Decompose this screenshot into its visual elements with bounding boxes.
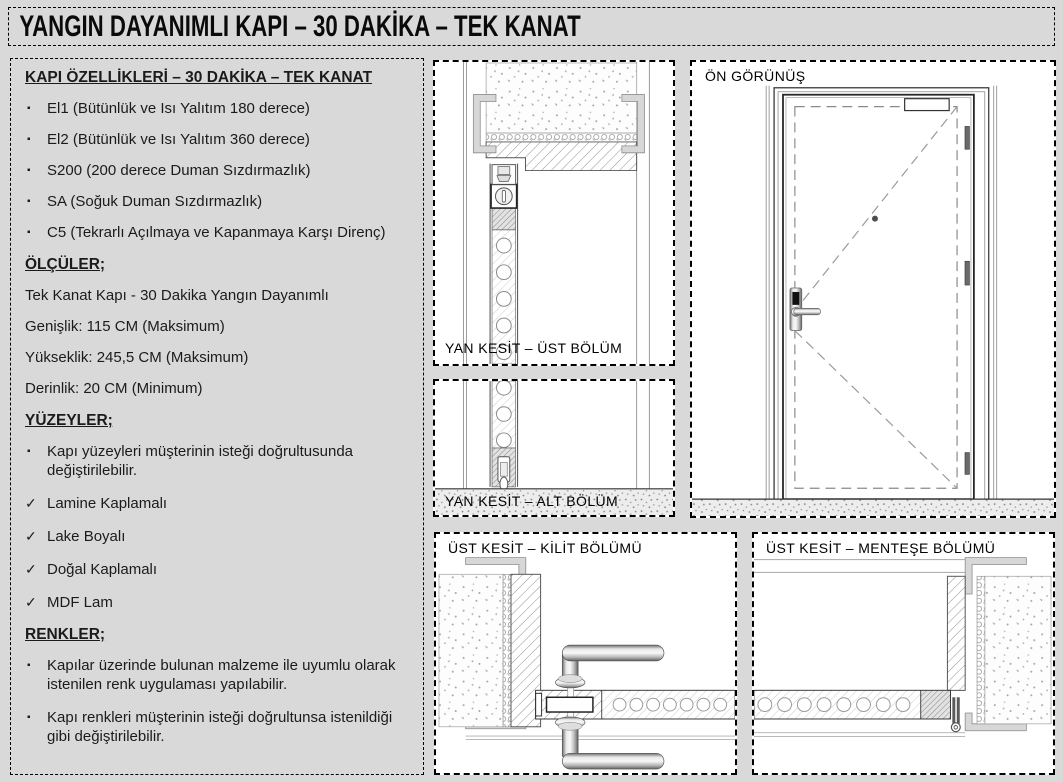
lever-handle-outside-icon [555, 645, 664, 688]
feature-item [25, 223, 409, 242]
feature-text: SA (Soğuk Duman Sızdırmazlık) [47, 193, 263, 210]
spec-heading-dimensions: ÖLÇÜLER; [25, 256, 106, 273]
concrete-wall [439, 574, 503, 726]
surface-option [25, 560, 409, 579]
dimension-line: Tek Kanat Kapı - 30 Dakika Yangın Dayanımlı [25, 287, 329, 304]
surface-option [25, 527, 409, 546]
core-holes [496, 381, 511, 448]
square-bullet-icon: ▪ [27, 134, 31, 145]
color-note [25, 708, 409, 746]
plan-section-lock-drawing [436, 534, 735, 773]
lock-body [547, 697, 593, 712]
feature-item [25, 192, 409, 211]
dimension-line: Derinlik: 20 CM (Minimum) [25, 380, 203, 397]
mortar-strip [977, 576, 985, 724]
square-bullet-icon: ▪ [27, 446, 31, 457]
wall-face-lines-top [754, 560, 965, 573]
feature-text: C5 (Tekrarlı Açılmaya ve Kapanmaya Karşı Direnç) [47, 224, 386, 241]
leaf-rail-block [492, 208, 516, 230]
surface-note-text: Kapı yüzeyleri müşterinin isteği doğrultusunda değiştirilebilir. [47, 443, 353, 479]
feature-item [25, 130, 409, 149]
page-title: YANGIN DAYANIMLI KAPI – 30 DAKİKA – TEK KANAT [19, 9, 581, 43]
feature-text: S200 (200 derece Duman Sızdırmazlık) [47, 162, 311, 179]
feature-text: El2 (Bütünlük ve Isı Yalıtım 360 derece) [47, 131, 310, 148]
door-leaf [783, 95, 974, 499]
spec-heading-surfaces: YÜZEYLER; [25, 412, 113, 429]
surface-option-text: Lamine Kaplamalı [47, 495, 168, 512]
dimension-line: Yükseklik: 245,5 CM (Maksimum) [25, 349, 249, 366]
concrete-wall [985, 576, 1051, 724]
mortar-strip [486, 133, 636, 142]
feature-item [25, 161, 409, 180]
drawing-label: ÜST KESİT – MENTEŞE BÖLÜMÜ [766, 540, 996, 556]
surface-note [25, 442, 409, 480]
surface-option [25, 494, 409, 513]
spec-panel [10, 58, 424, 775]
spec-heading-colors: RENKLER; [25, 626, 106, 643]
check-icon: ✓ [25, 561, 37, 577]
square-bullet-icon: ▪ [27, 660, 31, 671]
side-section-top-drawing [435, 62, 673, 364]
wall-face-lines [466, 736, 735, 739]
surface-option-text: Doğal Kaplamalı [47, 561, 158, 578]
check-icon: ✓ [25, 495, 37, 511]
spec-heading-features: KAPI ÖZELLİKLERİ – 30 DAKİKA – TEK KANAT [25, 69, 373, 86]
panel-front-view [690, 60, 1056, 518]
wall-face-lines-bottom [754, 733, 965, 737]
panel-plan-section-hinge [752, 532, 1055, 775]
surface-option-text: MDF Lam [47, 594, 113, 611]
mortar-strip [503, 574, 511, 726]
color-note [25, 656, 409, 694]
check-icon: ✓ [25, 528, 37, 544]
square-bullet-icon: ▪ [27, 165, 31, 176]
panel-side-section-top [433, 60, 675, 366]
peephole-icon [872, 216, 878, 222]
plan-section-hinge-drawing [754, 534, 1053, 773]
check-icon: ✓ [25, 594, 37, 610]
drop-seal [498, 457, 510, 491]
lock-faceplate [536, 693, 542, 716]
drawing-label: ÖN GÖRÜNÜŞ [705, 68, 806, 84]
panel-plan-section-lock [434, 532, 737, 775]
drawing-label: YAN KESİT – ALT BÖLÜM [445, 493, 619, 509]
surface-option [25, 593, 409, 612]
color-note-text: Kapı renkleri müşterinin isteği doğrultunsa istenildiği gibi değiştirilebilir. [47, 709, 393, 745]
leaf-hinge-block [921, 690, 951, 719]
drawing-label: YAN KESİT – ÜST BÖLÜM [445, 340, 623, 356]
front-view-drawing [692, 62, 1054, 516]
door-leaf-section [490, 164, 518, 364]
door-leaf-section [490, 381, 518, 491]
concrete-slab [486, 63, 636, 133]
wall-face-lines [464, 381, 650, 489]
hinge-icon [951, 697, 960, 731]
frame-jamb-hatch [947, 576, 965, 690]
square-bullet-icon: ▪ [27, 712, 31, 723]
square-bullet-icon: ▪ [27, 196, 31, 207]
color-note-text: Kapılar üzerinde bulunan malzeme ile uyumlu olarak istenilen renk uygulaması yapılabilir. [47, 657, 396, 693]
square-bullet-icon: ▪ [27, 103, 31, 114]
lock-cylinder-section [491, 184, 517, 208]
square-bullet-icon: ▪ [27, 227, 31, 238]
feature-item [25, 99, 409, 118]
top-seal-section [492, 165, 516, 185]
drawing-label: ÜST KESİT – KİLİT BÖLÜMÜ [448, 540, 642, 556]
floor-band [692, 499, 1054, 516]
dimension-line: Genişlik: 115 CM (Maksimum) [25, 318, 225, 335]
surface-option-text: Lake Boyalı [47, 528, 126, 545]
lever-handle-inside-icon [555, 717, 664, 769]
panel-side-section-bottom [433, 379, 675, 517]
door-closer [905, 99, 950, 111]
door-leaf-plan [754, 690, 950, 719]
feature-text: El1 (Bütünlük ve Isı Yalıtım 180 derece) [47, 100, 310, 117]
title-bar [8, 7, 1055, 46]
